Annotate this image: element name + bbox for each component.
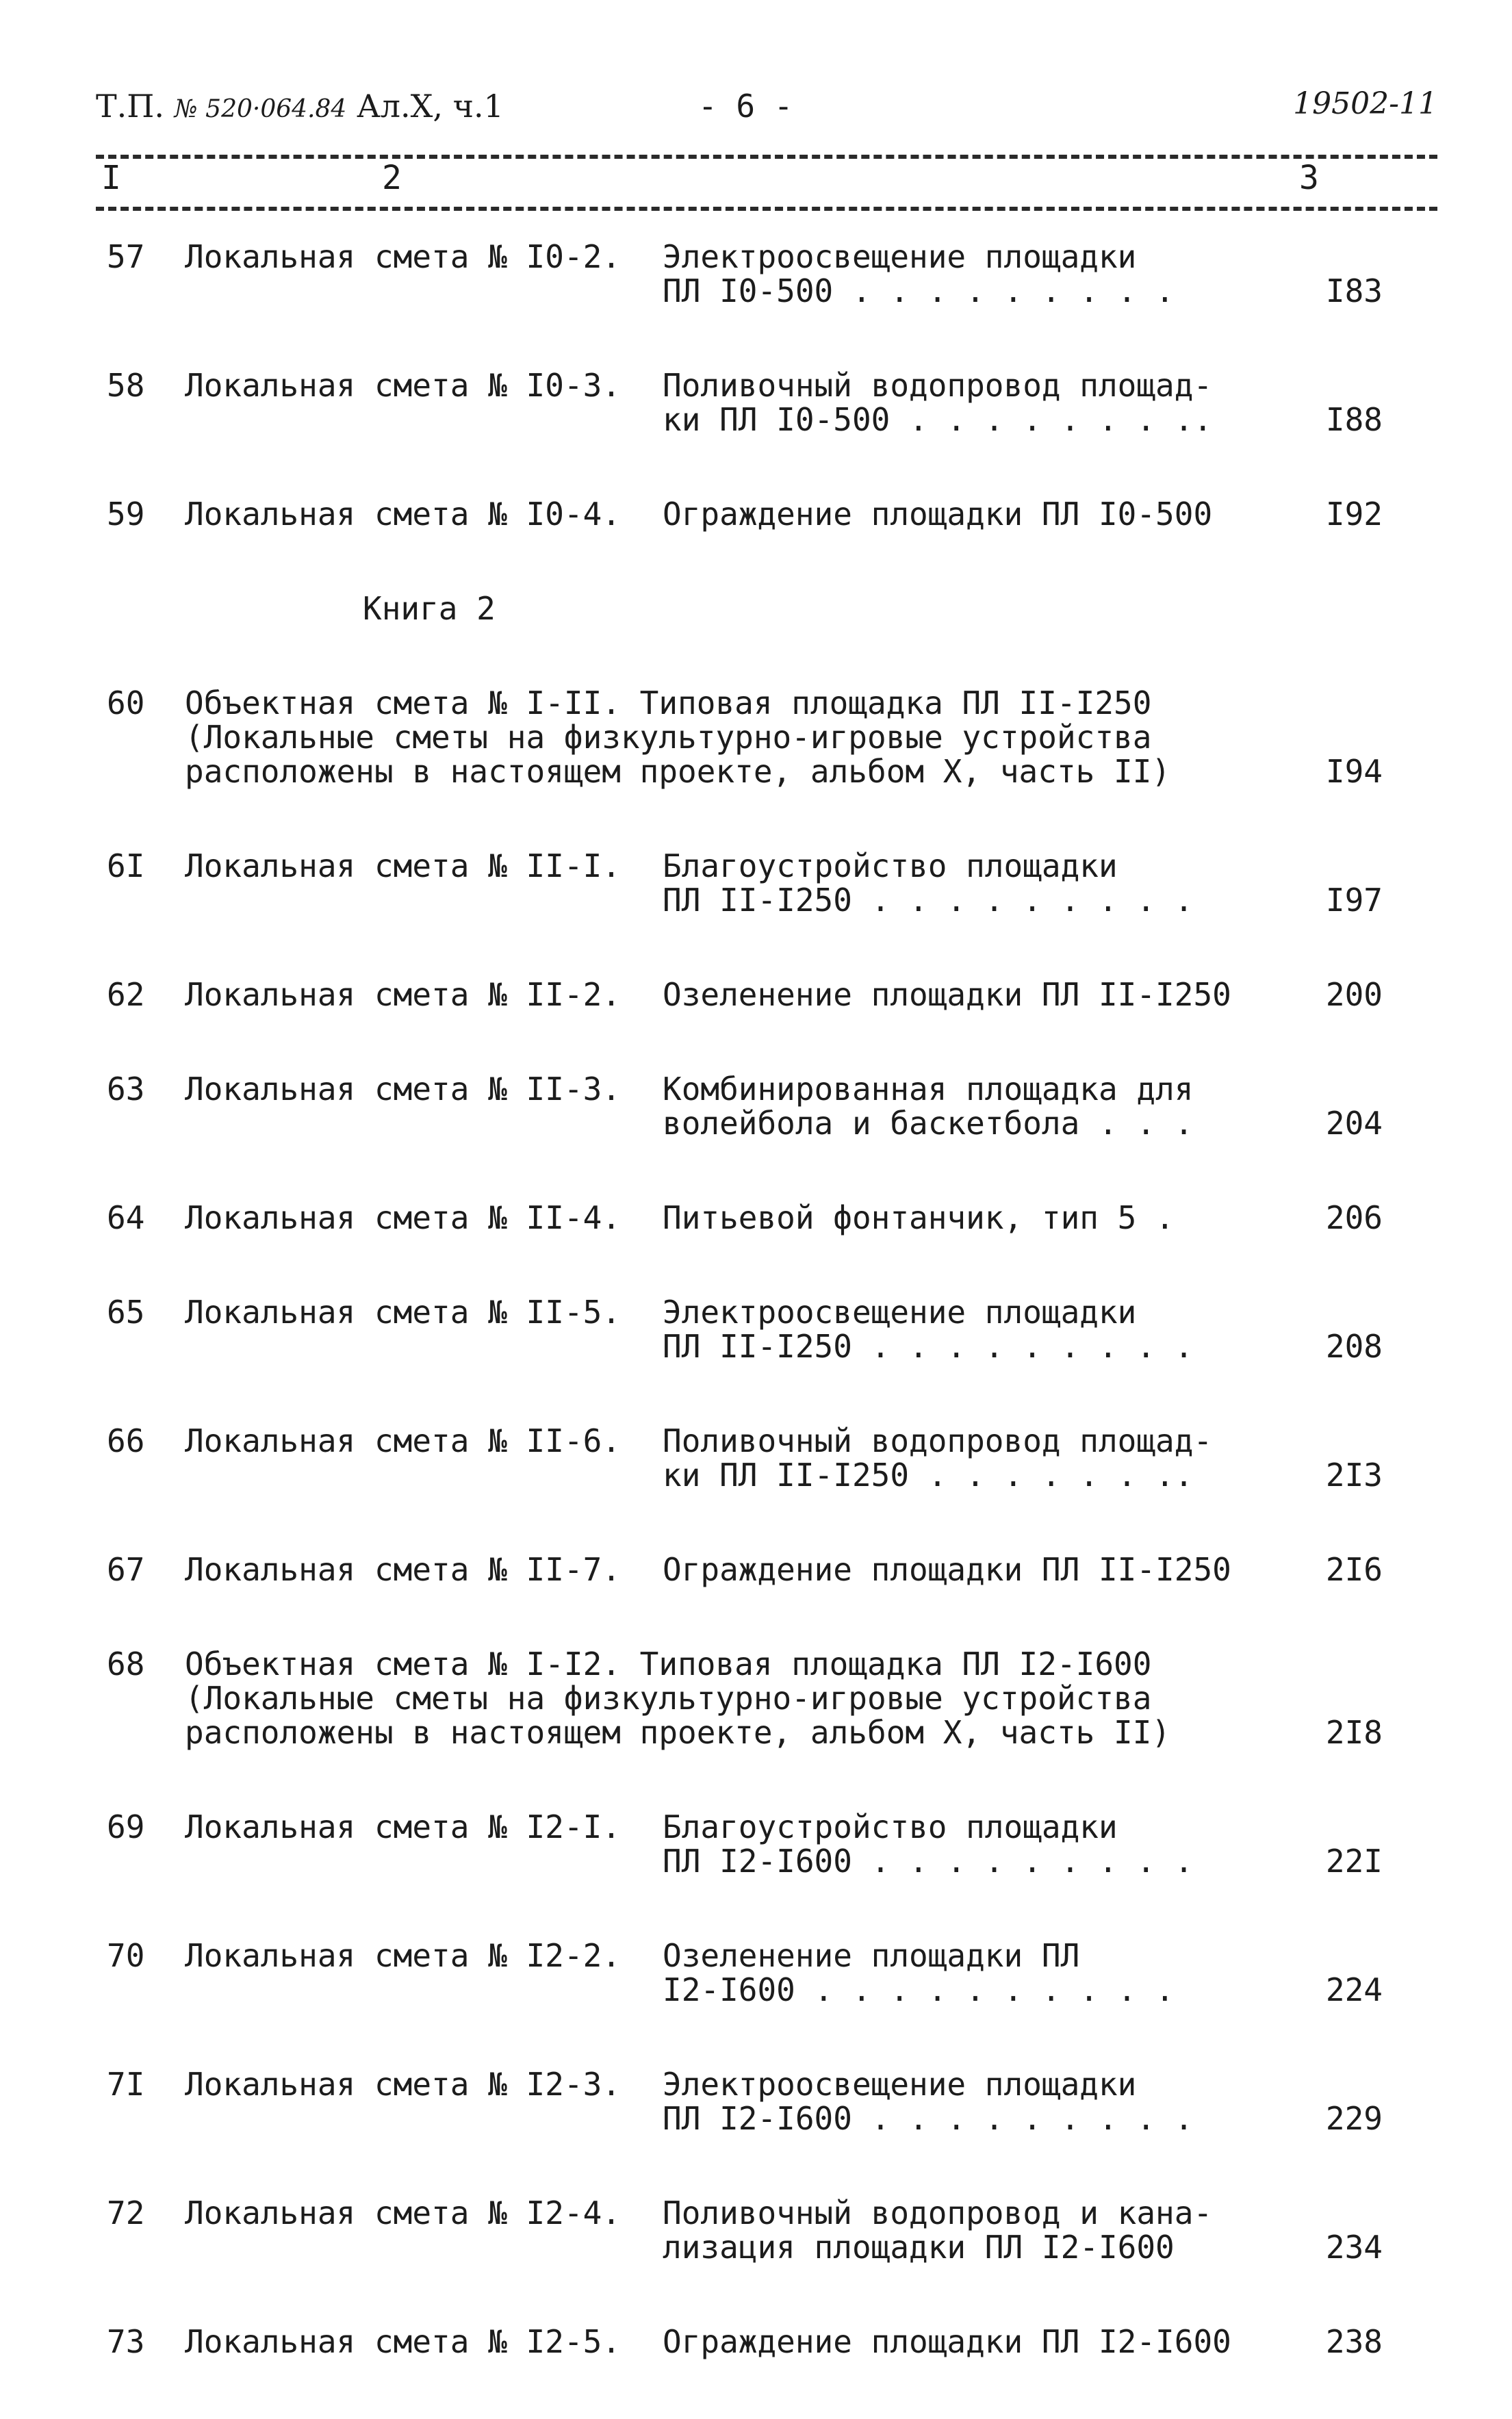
entry-page-number: 238 <box>1325 2323 1383 2360</box>
contents-entry <box>96 1938 1410 2007</box>
contents-entry <box>96 2196 1410 2264</box>
entry-number: 62 <box>107 976 145 1013</box>
entry-title: Объектная смета № I-II. Типовая площадка ПЛ II-I250 (Локальные сметы на физкультурно-игровые устройства расположены в настоящем проекте, альбом X, часть II) <box>185 684 1171 790</box>
contents-entry <box>96 240 1410 308</box>
entry-title: Электроосвещение площадки ПЛ I0-500 . . . . . . . . . <box>663 238 1175 309</box>
entry-page-number: I97 <box>1325 882 1383 919</box>
document-reference <box>96 88 504 125</box>
column-number-2: 2 <box>382 159 402 197</box>
entry-title: Благоустройство площадки ПЛ I2-I600 . . . . . . . . . <box>663 1808 1194 1880</box>
entry-estimate-label: Локальная смета № II-7. <box>185 1551 621 1588</box>
entry-title: Электроосвещение площадки ПЛ I2-I600 . . . . . . . . . <box>663 2066 1194 2137</box>
entry-page-number: I88 <box>1325 401 1383 438</box>
contents-entry <box>96 1295 1410 1364</box>
entry-number: 70 <box>107 1937 145 1974</box>
column-number-3: 3 <box>1299 159 1319 197</box>
entry-title: Благоустройство площадки ПЛ II-I250 . . . . . . . . . <box>663 847 1194 919</box>
entry-estimate-label: Локальная смета № I0-2. <box>185 238 621 275</box>
entry-number: 63 <box>107 1071 145 1108</box>
entry-title: Ограждение площадки ПЛ I2-I600 <box>663 2323 1231 2360</box>
entry-number: 66 <box>107 1422 145 1459</box>
contents-entry <box>96 1201 1410 1235</box>
page-number: - 6 - <box>698 88 793 125</box>
contents-entry <box>96 1647 1410 1750</box>
entry-estimate-label: Локальная смета № II-6. <box>185 1422 621 1459</box>
contents-group-book-1 <box>96 240 1410 531</box>
entry-page-number: 2I3 <box>1325 1457 1383 1494</box>
contents-entry <box>96 1424 1410 1492</box>
reference-prefix: Т.П. <box>96 88 165 125</box>
entry-title: Ограждение площадки ПЛ II-I250 <box>663 1551 1231 1588</box>
archive-stamp-number: 19502-11 <box>1293 86 1437 121</box>
divider <box>96 155 1437 159</box>
entry-number: 60 <box>107 684 145 721</box>
contents-entry <box>96 686 1410 789</box>
entry-number: 7I <box>107 2066 145 2103</box>
entry-estimate-label: Локальная смета № I2-I. <box>185 1808 621 1845</box>
entry-page-number: I94 <box>1325 753 1383 790</box>
entry-title: Электроосвещение площадки ПЛ II-I250 . . . . . . . . . <box>663 1294 1194 1365</box>
entry-estimate-label: Локальная смета № II-5. <box>185 1294 621 1331</box>
entry-estimate-label: Локальная смета № II-I. <box>185 847 621 884</box>
contents-entry <box>96 497 1410 531</box>
contents-entry <box>96 977 1410 1012</box>
entry-number: 64 <box>107 1199 145 1236</box>
contents-group-book-2 <box>96 686 1410 2359</box>
entry-page-number: 200 <box>1325 976 1383 1013</box>
entry-title: Поливочный водопровод площад- ки ПЛ II-I250 . . . . . . .. <box>663 1422 1213 1494</box>
reference-handwritten-number: № 520·064.84 <box>174 95 347 123</box>
entry-page-number: 22I <box>1325 1843 1383 1880</box>
entry-page-number: I92 <box>1325 496 1383 533</box>
entry-number: 69 <box>107 1808 145 1845</box>
entry-title: Объектная смета № I-I2. Типовая площадка ПЛ I2-I600 (Локальные сметы на физкультурно-игровые устройства расположены в настоящем проекте, альбом X, часть II) <box>185 1646 1171 1751</box>
entry-estimate-label: Локальная смета № I2-3. <box>185 2066 621 2103</box>
entry-title: Ограждение площадки ПЛ I0-500 <box>663 496 1213 533</box>
entry-estimate-label: Локальная смета № II-4. <box>185 1199 621 1236</box>
entry-number: 65 <box>107 1294 145 1331</box>
entry-number: 59 <box>107 496 145 533</box>
entry-number: 68 <box>107 1646 145 1682</box>
contents-entry <box>96 1552 1410 1587</box>
entry-page-number: 208 <box>1325 1328 1383 1365</box>
entry-estimate-label: Локальная смета № II-2. <box>185 976 621 1013</box>
column-number-1: I <box>101 159 121 197</box>
entry-number: 58 <box>107 367 145 404</box>
contents-entry <box>96 368 1410 437</box>
entry-estimate-label: Локальная смета № I2-4. <box>185 2194 621 2231</box>
entry-title: Комбинированная площадка для волейбола и баскетбола . . . <box>663 1071 1194 1142</box>
entry-page-number: I83 <box>1325 272 1383 309</box>
entry-number: 57 <box>107 238 145 275</box>
contents-entry <box>96 2325 1410 2359</box>
entry-title: Поливочный водопровод площад- ки ПЛ I0-500 . . . . . . . .. <box>663 367 1213 438</box>
entry-page-number: 224 <box>1325 1971 1383 2008</box>
page-header <box>96 74 1437 136</box>
contents-entry <box>96 1810 1410 1878</box>
contents-entry <box>96 849 1410 917</box>
entry-page-number: 206 <box>1325 1199 1383 1236</box>
entry-title: Питьевой фонтанчик, тип 5 . <box>663 1199 1175 1236</box>
contents-entry <box>96 1072 1410 1140</box>
entry-number: 6I <box>107 847 145 884</box>
entry-title: Озеленение площадки ПЛ I2-I600 . . . . . . . . . . <box>663 1937 1175 2008</box>
entry-estimate-label: Локальная смета № I0-4. <box>185 496 621 533</box>
divider <box>96 207 1437 211</box>
entry-estimate-label: Локальная смета № I2-5. <box>185 2323 621 2360</box>
entry-page-number: 204 <box>1325 1105 1383 1142</box>
entry-page-number: 2I6 <box>1325 1551 1383 1588</box>
entry-page-number: 2I8 <box>1325 1714 1383 1751</box>
reference-suffix: Ал.Х, ч.1 <box>356 88 504 125</box>
entry-page-number: 229 <box>1325 2100 1383 2137</box>
entry-estimate-label: Локальная смета № I2-2. <box>185 1937 621 1974</box>
entry-estimate-label: Локальная смета № I0-3. <box>185 367 621 404</box>
entry-page-number: 234 <box>1325 2229 1383 2266</box>
entry-number: 67 <box>107 1551 145 1588</box>
contents-entry <box>96 2067 1410 2136</box>
entry-number: 73 <box>107 2323 145 2360</box>
entry-title: Поливочный водопровод и кана- лизация площадки ПЛ I2-I600 <box>663 2194 1213 2266</box>
section-heading: Книга 2 <box>363 590 496 627</box>
entry-title: Озеленение площадки ПЛ II-I250 <box>663 976 1231 1013</box>
entry-estimate-label: Локальная смета № II-3. <box>185 1071 621 1108</box>
column-header-row <box>96 149 1437 218</box>
entry-number: 72 <box>107 2194 145 2231</box>
contents-list <box>96 240 1410 2419</box>
